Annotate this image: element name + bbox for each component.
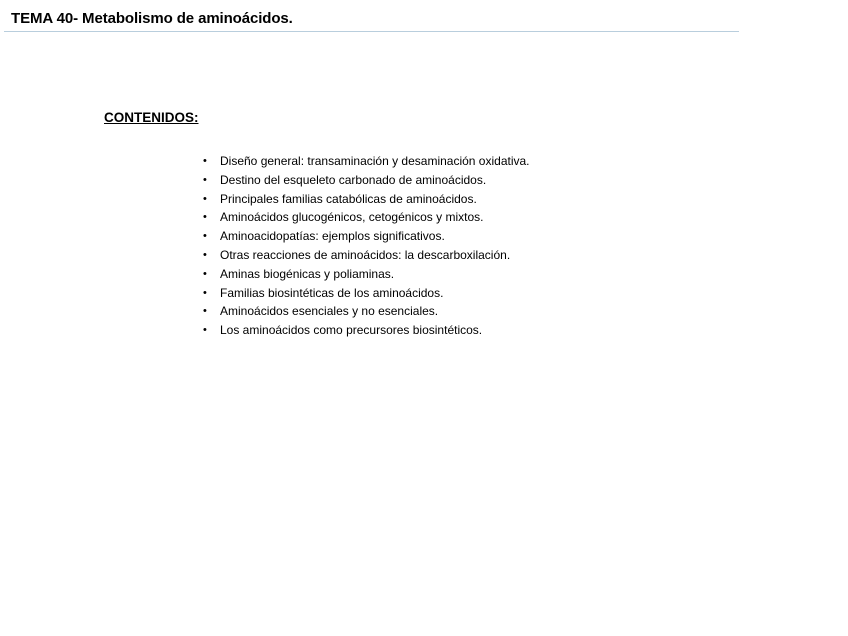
list-item-text: Otras reacciones de aminoácidos: la descarboxilación. bbox=[220, 247, 511, 262]
list-item bbox=[203, 227, 530, 246]
bullet-icon: • bbox=[203, 211, 207, 224]
bullet-icon: • bbox=[203, 155, 207, 167]
list-item bbox=[203, 284, 530, 303]
bullet-icon: • bbox=[203, 305, 207, 318]
bullet-icon: • bbox=[203, 286, 207, 299]
bullet-icon: • bbox=[203, 324, 207, 337]
list-item bbox=[203, 152, 530, 171]
list-item bbox=[203, 265, 530, 284]
list-item-text: Aminoácidos esenciales y no esenciales. bbox=[220, 304, 439, 319]
list-item-text: Principales familias catabólicas de aminoácidos. bbox=[220, 191, 477, 206]
contents-list bbox=[203, 152, 530, 340]
list-item-text: Diseño general: transaminación y desaminación oxidativa. bbox=[220, 154, 530, 168]
list-item-text: Aminas biogénicas y poliaminas. bbox=[220, 266, 395, 281]
list-item bbox=[203, 302, 530, 321]
list-item bbox=[203, 171, 530, 190]
page-header bbox=[4, 8, 739, 32]
bullet-icon: • bbox=[203, 173, 207, 186]
list-item-text: Destino del esqueleto carbonado de aminoácidos. bbox=[220, 172, 487, 187]
list-item bbox=[203, 190, 530, 209]
bullet-icon: • bbox=[203, 267, 207, 280]
bullet-icon: • bbox=[203, 230, 207, 243]
list-item bbox=[203, 208, 530, 227]
bullet-icon: • bbox=[203, 248, 207, 261]
list-item bbox=[203, 321, 530, 340]
list-item-text: Familias biosintéticas de los aminoácidos. bbox=[220, 285, 444, 300]
list-item bbox=[203, 246, 530, 265]
page-title: TEMA 40- Metabolismo de aminoácidos. bbox=[11, 10, 293, 27]
bullet-icon: • bbox=[203, 192, 207, 205]
contents-heading: CONTENIDOS: bbox=[104, 110, 199, 125]
list-item-text: Aminoácidos glucogénicos, cetogénicos y mixtos. bbox=[220, 210, 484, 225]
list-item-text: Aminoacidopatías: ejemplos significativos. bbox=[220, 229, 445, 244]
list-item-text: Los aminoácidos como precursores biosintéticos. bbox=[220, 323, 483, 338]
